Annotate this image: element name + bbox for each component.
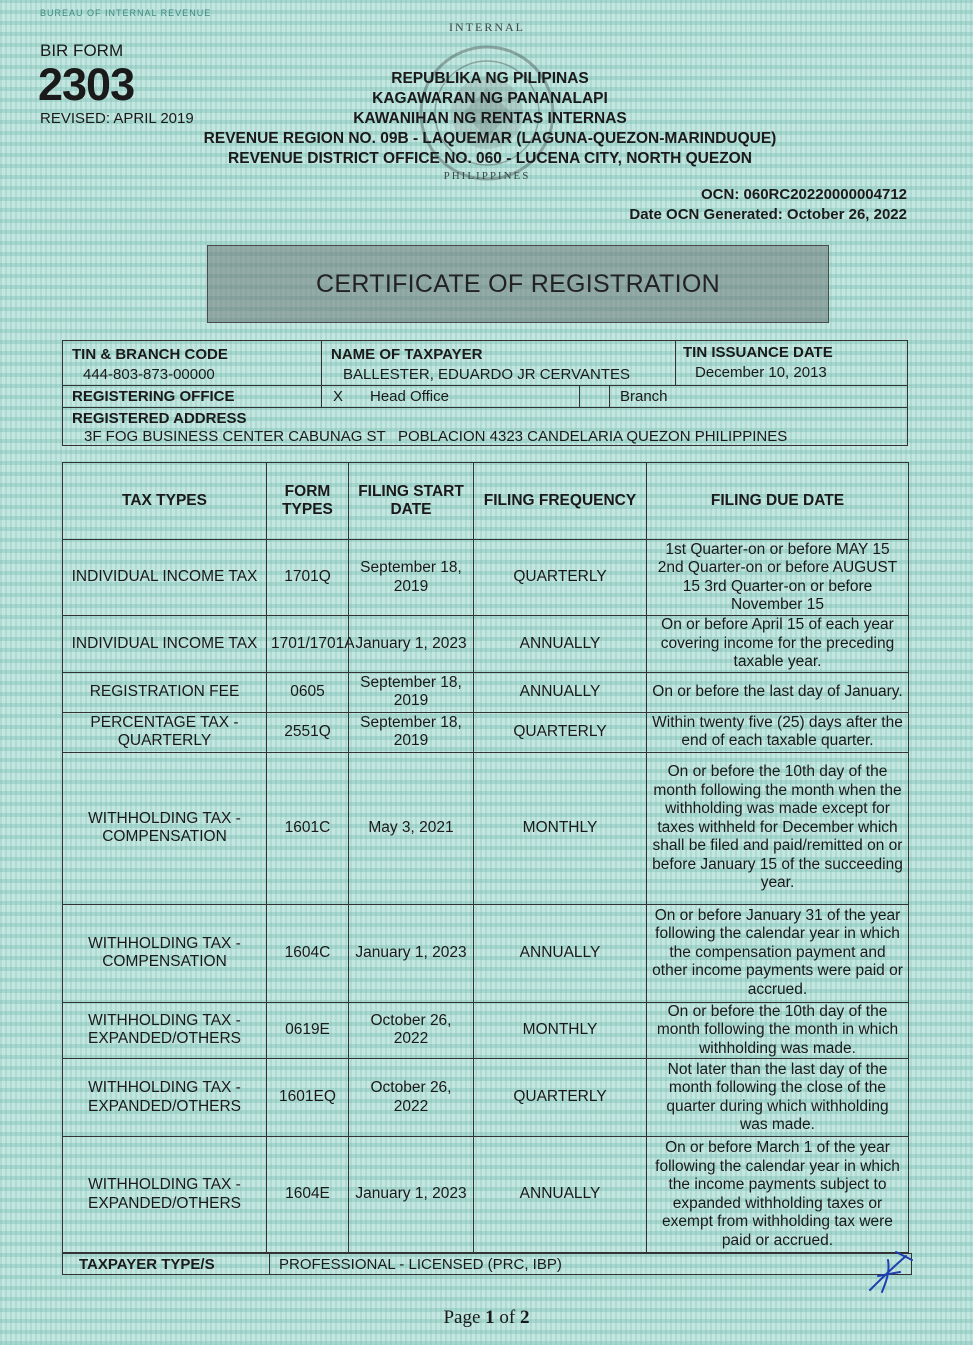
ocn-date-line (629, 206, 907, 223)
cell-filing-due-date: On or before January 31 of the year following the calendar year in which the compensation payment and other income payments were paid or accrued. (647, 904, 909, 1002)
cell-tax-type: REGISTRATION FEE (63, 672, 267, 712)
seal-text-top: INTERNAL (449, 20, 525, 34)
cell-filing-due-date: Within twenty five (25) days after the end of each taxable quarter. (647, 712, 909, 752)
cell-filing-due-date: Not later than the last day of the month following the close of the quarter during which withholding was made. (647, 1059, 909, 1137)
cell-filing-due-date: On or before the last day of January. (647, 672, 909, 712)
ocn-line (701, 186, 907, 203)
cell-tax-type: WITHHOLDING TAX - COMPENSATION (63, 904, 267, 1002)
page-current: 1 (485, 1307, 495, 1328)
cell-filing-start-date: September 18, 2019 (349, 540, 474, 616)
taxpayer-name-label: NAME OF TAXPAYER (331, 346, 483, 363)
table-row (63, 1137, 909, 1253)
header-filing-due-date: FILING DUE DATE (647, 463, 909, 540)
cell-filing-frequency: QUARTERLY (474, 712, 647, 752)
page-word: Page (443, 1307, 481, 1328)
head-office-checkbox[interactable]: X (333, 388, 344, 405)
table-row (63, 1002, 909, 1059)
seal-text-bottom: PHILIPPINES (443, 170, 531, 182)
ocn-date-value: October 26, 2022 (786, 206, 907, 223)
cell-form-type: 1701/1701A (267, 616, 349, 673)
table-row (63, 616, 909, 673)
page-indicator (0, 1307, 973, 1329)
branch-label: Branch (620, 388, 668, 405)
tin-value: 444-803-873-00000 (83, 366, 215, 383)
taxpayer-type-label: TAXPAYER TYPE/S (79, 1256, 215, 1273)
cell-filing-start-date: May 3, 2021 (349, 752, 474, 904)
form-number: 2303 (38, 59, 135, 110)
taxpayer-info-grid (62, 340, 908, 446)
tin-label: TIN & BRANCH CODE (72, 346, 228, 363)
page-total: 2 (520, 1307, 530, 1328)
cell-tax-type: WITHHOLDING TAX - EXPANDED/OTHERS (63, 1002, 267, 1059)
tin-issuance-value: December 10, 2013 (695, 364, 827, 381)
cell-filing-start-date: October 26, 2022 (349, 1059, 474, 1137)
page-of: of (499, 1307, 516, 1328)
cell-filing-start-date: January 1, 2023 (349, 1137, 474, 1253)
cell-filing-due-date: On or before the 10th day of the month following the month when the withholding was made except for taxes withheld for December which shall be filed and paid/remitted on or before January 15 of the succeeding year. (647, 752, 909, 904)
ocn-label: OCN: (701, 186, 740, 203)
header-district-office: REVENUE DISTRICT OFFICE NO. 060 - LUCENA CITY, NORTH QUEZON (228, 150, 752, 167)
header-filing-frequency: FILING FREQUENCY (474, 463, 647, 540)
table-row (63, 904, 909, 1002)
cell-filing-frequency: ANNUALLY (474, 1137, 647, 1253)
form-revised-date: REVISED: APRIL 2019 (40, 110, 194, 127)
cell-filing-due-date: 1st Quarter-on or before MAY 15 2nd Quarter-on or before AUGUST 15 3rd Quarter-on or before November 15 (647, 540, 909, 616)
cell-form-type: 1601C (267, 752, 349, 904)
cell-filing-frequency: ANNUALLY (474, 672, 647, 712)
cell-tax-type: INDIVIDUAL INCOME TAX (63, 540, 267, 616)
table-row (63, 712, 909, 752)
ocn-value: 060RC20220000004712 (743, 186, 907, 203)
cell-filing-frequency: MONTHLY (474, 1002, 647, 1059)
tin-issuance-label: TIN ISSUANCE DATE (683, 344, 833, 361)
registered-address-value: 3F FOG BUSINESS CENTER CABUNAG ST POBLACION 4323 CANDELARIA QUEZON PHILIPPINES (84, 428, 788, 445)
cell-form-type: 1604E (267, 1137, 349, 1253)
tax-types-table (62, 462, 909, 1253)
cell-filing-frequency: QUARTERLY (474, 540, 647, 616)
cell-filing-start-date: September 18, 2019 (349, 712, 474, 752)
registered-address-label: REGISTERED ADDRESS (72, 410, 247, 427)
table-row (63, 540, 909, 616)
cell-tax-type: WITHHOLDING TAX - COMPENSATION (63, 752, 267, 904)
header-filing-start-date: FILING START DATE (349, 463, 474, 540)
cell-filing-frequency: ANNUALLY (474, 616, 647, 673)
header-revenue-region: REVENUE REGION NO. 09B - LAQUEMAR (LAGUNA-QUEZON-MARINDUQUE) (203, 130, 777, 147)
signature-mark-icon (866, 1250, 916, 1295)
cell-filing-due-date: On or before the 10th day of the month following the month in which withholding was made. (647, 1002, 909, 1059)
cell-filing-start-date: January 1, 2023 (349, 616, 474, 673)
cell-tax-type: PERCENTAGE TAX - QUARTERLY (63, 712, 267, 752)
header-form-types: FORM TYPES (267, 463, 349, 540)
header-bureau: KAWANIHAN NG RENTAS INTERNAS (353, 110, 627, 127)
taxpayer-type-row (62, 1253, 912, 1275)
cell-filing-start-date: October 26, 2022 (349, 1002, 474, 1059)
cell-tax-type: WITHHOLDING TAX - EXPANDED/OTHERS (63, 1059, 267, 1137)
cell-filing-start-date: January 1, 2023 (349, 904, 474, 1002)
table-row (63, 672, 909, 712)
cell-form-type: 1604C (267, 904, 349, 1002)
header-department: KAGAWARAN NG PANANALAPI (372, 90, 608, 107)
branch-checkbox[interactable] (587, 388, 603, 405)
cell-form-type: 1701Q (267, 540, 349, 616)
table-row (63, 752, 909, 904)
taxpayer-name-value: BALLESTER, EDUARDO JR CERVANTES (343, 366, 631, 383)
ocn-date-label: Date OCN Generated: (629, 206, 783, 223)
form-label: BIR FORM (40, 41, 124, 60)
watermark-caption: BUREAU OF INTERNAL REVENUE (40, 8, 212, 18)
cell-form-type: 1601EQ (267, 1059, 349, 1137)
certificate-title: CERTIFICATE OF REGISTRATION (316, 270, 720, 298)
cell-form-type: 0605 (267, 672, 349, 712)
certificate-title-box (207, 245, 829, 323)
cell-filing-due-date: On or before March 1 of the year following the calendar year in which the income payments subject to expanded withholding taxes or exempt from withholding tax were paid or accrued. (647, 1137, 909, 1253)
header-tax-types: TAX TYPES (63, 463, 267, 540)
table-header-row (63, 463, 909, 540)
taxpayer-type-value: PROFESSIONAL - LICENSED (PRC, IBP) (279, 1256, 562, 1273)
cell-filing-start-date: September 18, 2019 (349, 672, 474, 712)
cell-filing-frequency: ANNUALLY (474, 904, 647, 1002)
cell-tax-type: INDIVIDUAL INCOME TAX (63, 616, 267, 673)
cell-tax-type: WITHHOLDING TAX - EXPANDED/OTHERS (63, 1137, 267, 1253)
table-row (63, 1059, 909, 1137)
cell-filing-due-date: On or before April 15 of each year covering income for the preceding taxable year. (647, 616, 909, 673)
head-office-label: Head Office (370, 388, 449, 405)
header-republic: REPUBLIKA NG PILIPINAS (391, 70, 589, 87)
cell-filing-frequency: QUARTERLY (474, 1059, 647, 1137)
registering-office-label: REGISTERING OFFICE (72, 388, 235, 405)
cell-form-type: 2551Q (267, 712, 349, 752)
cell-filing-frequency: MONTHLY (474, 752, 647, 904)
cell-form-type: 0619E (267, 1002, 349, 1059)
